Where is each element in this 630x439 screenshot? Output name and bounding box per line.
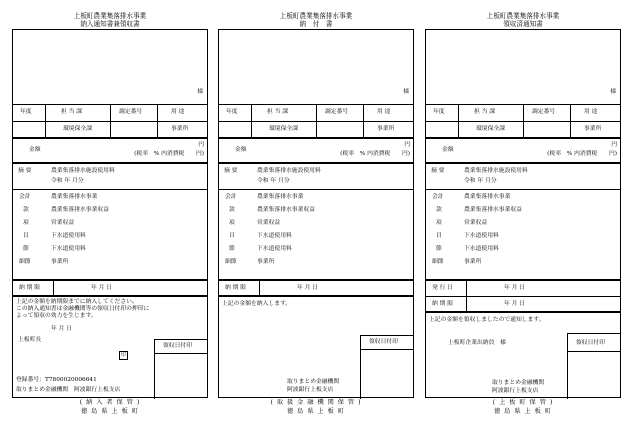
panels-1-footer2: 徳 島 県 上 板 町 [287,408,345,415]
panels-0-note-0: 上記の金額を納期限までに納入してください。 [16,299,138,305]
panel-payment-slip [218,0,414,439]
common-kankyo: 環境保全課 [269,126,298,132]
common-nendo: 年度 [20,109,32,115]
panel-title: 納入通知書兼領収書 [80,20,140,28]
common-rows-0-label: 会計 [432,194,444,200]
common-rows-3-value: 下水道使用料 [51,233,86,239]
common-rows-4-label: 節 [436,246,442,252]
common-tekiyo: 摘 要 [18,168,32,174]
common-agent: 取りまとめ金融機関 [287,379,340,385]
common-rows-3-value: 下水道使用料 [257,233,292,239]
panels-2-issue_label: 発 行 日 [432,285,454,291]
common-yoto: 用 途 [171,109,185,115]
panels-2-date_label: 年 月 日 [504,301,526,307]
common-rows-1-value: 農業集落排水事業収益 [257,207,315,213]
panels-2-footer1: ( 上 板 町 保 管 ) [492,399,554,406]
note-box [12,296,208,398]
common-rows-2-label: 項 [436,220,442,226]
stamp-box [154,339,207,399]
common-bank: 阿波銀行上板支店 [492,388,539,394]
panels-1-yen: 円 [404,142,410,148]
panels-0-footer1: ( 納 入 者 保 管 ) [79,399,141,406]
common-rows-5-label: 細節 [225,259,237,265]
common-kingaku: 金額 [442,147,454,153]
common-tanto: 担 当 課 [61,109,83,115]
common-rows-2-label: 項 [23,220,29,226]
panels-1-note-0: 上記の金額を納入します。 [222,301,292,307]
common-rows-1-label: 款 [436,207,442,213]
panels-1-title: 納 付 書 [299,20,333,28]
common-rows-5-label: 細節 [19,259,31,265]
common-chotei: 調定番号 [119,109,143,115]
common-tekiyo: 摘 要 [224,168,238,174]
panels-1-sama: 様 [403,89,409,95]
common-rows-0-value: 農業集落排水事業 [464,194,511,200]
amount-box [12,138,208,163]
panels-2-deadline_label: 納 期 限 [432,301,454,307]
common-rows-5-label: 細節 [432,259,444,265]
panels-2-sama: 様 [610,89,616,95]
panels-0-date_label: 年 月 日 [91,285,113,291]
common-jimusho: 事業所 [584,126,602,132]
panels-1-org: 上板町農業集落排水事業 [279,12,353,20]
common-tekiyo_val: 農業集落排水施設使用料 [51,168,115,174]
panels-2-yen: 円 [611,142,617,148]
common-yoto: 用 途 [377,109,391,115]
panels-2-footer2: 徳 島 県 上 板 町 [494,408,552,415]
common-agent: 取りまとめ金融機関 [492,380,545,386]
panel-receipt [12,0,208,439]
common-kankyo: 環境保全課 [476,126,505,132]
common-rows-3-value: 下水道使用料 [464,233,499,239]
panels-2-note-0: 上記の金額を領収しましたので通知します。 [429,317,545,323]
panels-2-date_label: 年 月 日 [504,285,526,291]
common-rows-5-value: 事業所 [464,259,482,265]
common-nendo: 年度 [226,109,238,115]
common-yoto: 用 途 [584,109,598,115]
common-kingaku: 金額 [29,147,41,153]
common-receiver: 上板町企業出納員 様 [448,340,506,346]
common-tekiyo: 摘 要 [431,168,445,174]
common-rows-0-value: 農業集落排水事業 [51,194,98,200]
panels-0-note-1: この納入通知書は金融機関等の領収日付印の押印に [16,306,150,312]
common-bank: 阿波銀行上板支店 [287,387,334,393]
panels-1-tax: (税率 % 内消費税 円) [340,151,410,157]
panels-2-tax: (税率 % 内消費税 円) [547,151,617,157]
common-nengappi: 年 月 日 [51,326,73,332]
common-tanto: 担 当 課 [474,109,496,115]
common-stamp: 領収日付印 [576,340,605,346]
common-rows-1-value: 農業集落排水事業収益 [51,207,109,213]
common-reiwa: 令和 年 月分 [257,178,290,184]
common-rows-3-label: 目 [229,233,235,239]
common-tekiyo_val: 農業集落排水施設使用料 [464,168,528,174]
common-rows-4-value: 下水道使用料 [464,246,499,252]
common-rows-1-value: 農業集落排水事業収益 [464,207,522,213]
common-tekiyo_val: 農業集落排水施設使用料 [257,168,321,174]
common-stamp: 領収日付印 [163,343,192,349]
common-rows-2-value: 営業収益 [51,220,75,226]
common-jimusho: 事業所 [171,126,189,132]
common-rows-2-value: 営業収益 [464,220,488,226]
common-kingaku: 金額 [235,147,247,153]
common-rows-0-value: 農業集落排水事業 [257,194,304,200]
common-rows-3-label: 目 [23,233,29,239]
common-chotei: 調定番号 [325,109,349,115]
panels-0-yen: 円 [198,142,204,148]
common-rows-1-label: 款 [229,207,235,213]
panels-1-footer1: ( 取 扱 金 融 機 関 保 管 ) [270,399,362,406]
common-rows-1-label: 款 [23,207,29,213]
common-kankyo: 環境保全課 [63,126,92,132]
common-reiwa: 令和 年 月分 [464,178,497,184]
seal-icon: 印 [120,352,126,358]
panels-1-deadline_label: 納 期 限 [225,285,247,291]
panels-1-date_label: 年 月 日 [297,285,319,291]
common-rows-0-label: 会計 [19,194,31,200]
panel-org: 上板町農業集落排水事業 [73,12,147,20]
common-chotei: 調定番号 [532,109,556,115]
common-rows-2-value: 営業収益 [257,220,281,226]
common-rows-5-value: 事業所 [257,259,275,265]
common-rows-4-value: 下水道使用料 [257,246,292,252]
common-nendo: 年度 [433,109,445,115]
deadline-row [12,280,208,296]
common-chocho: 上板町長 [18,337,42,343]
common-rows-4-value: 下水道使用料 [51,246,86,252]
panels-0-tax: (税率 % 内消費税 円) [134,151,204,157]
panels-2-title: 領収済通知書 [503,20,543,28]
panels-2-org: 上板町農業集落排水事業 [486,12,560,20]
payer-table [12,29,208,138]
sama-label: 様 [197,89,203,95]
common-reg: 登録番号：T7800020006641 [16,377,97,383]
common-tanto: 担 当 課 [267,109,289,115]
common-rows-5-value: 事業所 [51,259,69,265]
common-rows-0-label: 会計 [225,194,237,200]
common-jimusho: 事業所 [377,126,395,132]
account-table [12,163,208,280]
panel-receipt-notice [425,0,621,439]
panels-0-note-2: よって領収の効力を生じます。 [16,313,97,319]
common-rows-4-label: 節 [23,246,29,252]
panels-0-footer2: 徳 島 県 上 板 町 [81,408,139,415]
common-rows-4-label: 節 [229,246,235,252]
common-stamp: 領収日付印 [369,339,398,345]
panels-0-deadline_label: 納 期 限 [19,285,41,291]
common-agent_line: 取りまとめ金融機関 阿波銀行上板支店 [16,387,121,393]
common-reiwa: 令和 年 月分 [51,178,84,184]
common-rows-3-label: 目 [436,233,442,239]
common-rows-2-label: 項 [229,220,235,226]
